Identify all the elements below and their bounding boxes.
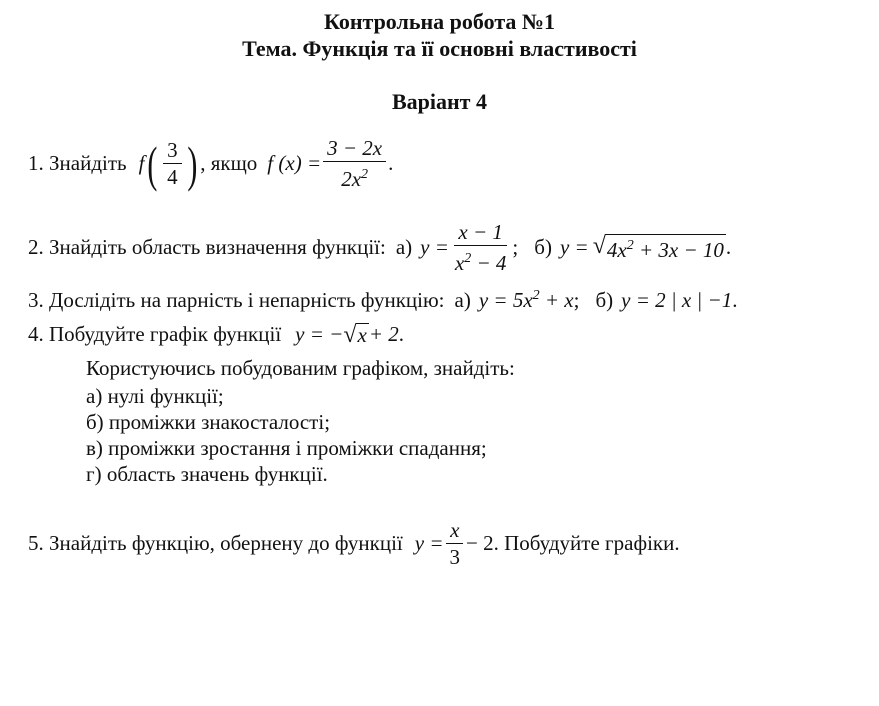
task-2-a-label: а)	[395, 235, 413, 259]
sqrt-symbol: √	[592, 233, 606, 259]
task-2-b-label: б)	[534, 235, 552, 259]
task-2-a-end: ;	[512, 235, 519, 259]
task-5-num: x	[446, 518, 463, 544]
task-3-a-expr-post: + x	[539, 288, 574, 312]
worksheet-variant: Варіант 4	[391, 89, 487, 114]
task-3-b-label: б)	[595, 288, 614, 312]
task-1	[28, 136, 393, 191]
task-5-den: 3	[449, 545, 461, 569]
task-4-lead: 4. Побудуйте графік функції	[28, 322, 282, 346]
task-3-a-end: ;	[573, 288, 580, 312]
task-5-end: . Побудуйте графіки.	[493, 531, 680, 555]
task-2-b-rad-post: + 3x − 10	[633, 238, 724, 262]
task-1-arg-num: 3	[163, 138, 182, 164]
task-1-arg-fraction	[163, 138, 182, 189]
task-2-a-y: y =	[420, 235, 449, 259]
task-5-y: y =	[414, 531, 444, 555]
task-1-fx: f (x) =	[267, 151, 322, 175]
task-2-b-end: .	[725, 235, 732, 259]
task-3-a-label: а)	[454, 288, 471, 312]
task-2-b-rad-exp: 2	[626, 238, 634, 253]
worksheet-topic: Тема. Функція та її основні властивості	[242, 36, 637, 61]
task-4-item-c: в) проміжки зростання і проміжки спадання;	[86, 436, 487, 460]
sqrt-symbol: √	[343, 321, 357, 348]
task-4-radicand: x	[357, 322, 367, 347]
task-5	[28, 518, 680, 569]
task-3-a-expr-exp: 2	[532, 288, 540, 303]
task-4-post: + 2	[368, 322, 399, 346]
task-4-item-d: г) область значень функції.	[86, 462, 328, 486]
task-5-post: − 2	[466, 531, 494, 555]
task-3-a-expr-pre: y = 5x	[478, 288, 533, 312]
task-3-b-expr: y = 2 | x | −1	[621, 288, 733, 312]
task-4	[28, 322, 404, 347]
task-1-fraction	[323, 136, 386, 191]
task-1-den	[337, 162, 372, 191]
task-3-a-expr	[479, 288, 574, 313]
task-2-a-den-exp: 2	[464, 251, 472, 266]
task-4-item-a: а) нулі функції;	[86, 384, 224, 408]
task-3-b-end: .	[732, 288, 738, 312]
task-4-y: y = −	[295, 322, 344, 346]
task-2-a-fraction	[451, 220, 511, 275]
task-3-lead: 3. Дослідіть на парність і непарність функцію:	[28, 288, 445, 312]
task-5-fraction	[446, 518, 465, 569]
close-paren: )	[186, 135, 197, 192]
task-2-a-den-base: x	[454, 251, 465, 275]
task-1-f: f	[138, 151, 145, 175]
worksheet-title: Контрольна робота №1	[323, 9, 556, 34]
task-2	[28, 220, 731, 275]
task-2-b-sqrt	[593, 234, 726, 261]
task-2-a-den-rest: − 4	[471, 251, 507, 275]
task-1-den-base: 2x	[341, 167, 362, 191]
task-4-end: .	[398, 322, 405, 346]
task-4-using: Користуючись побудованим графіком, знайдіть:	[86, 356, 515, 380]
task-2-a-num: x − 1	[454, 220, 507, 246]
task-1-lead: 1. Знайдіть	[28, 151, 127, 175]
task-2-b-y: y =	[559, 235, 589, 259]
open-paren: (	[147, 135, 158, 192]
task-2-b-rad-pre: 4x	[606, 238, 627, 262]
task-3	[28, 288, 737, 313]
task-1-den-exp: 2	[361, 167, 369, 182]
task-2-b-radicand	[605, 234, 726, 261]
task-5-lead: 5. Знайдіть функцію, обернену до функції	[28, 531, 403, 555]
task-4-item-b: б) проміжки знакосталості;	[86, 410, 331, 434]
task-1-num: 3 − 2x	[323, 136, 386, 162]
task-4-sqrt	[343, 323, 369, 347]
task-1-end: .	[388, 151, 394, 175]
task-2-lead: 2. Знайдіть область визначення функції:	[28, 235, 386, 259]
task-1-if: , якщо	[200, 151, 258, 175]
task-2-a-den	[451, 246, 511, 275]
task-1-arg-den: 4	[167, 165, 178, 189]
